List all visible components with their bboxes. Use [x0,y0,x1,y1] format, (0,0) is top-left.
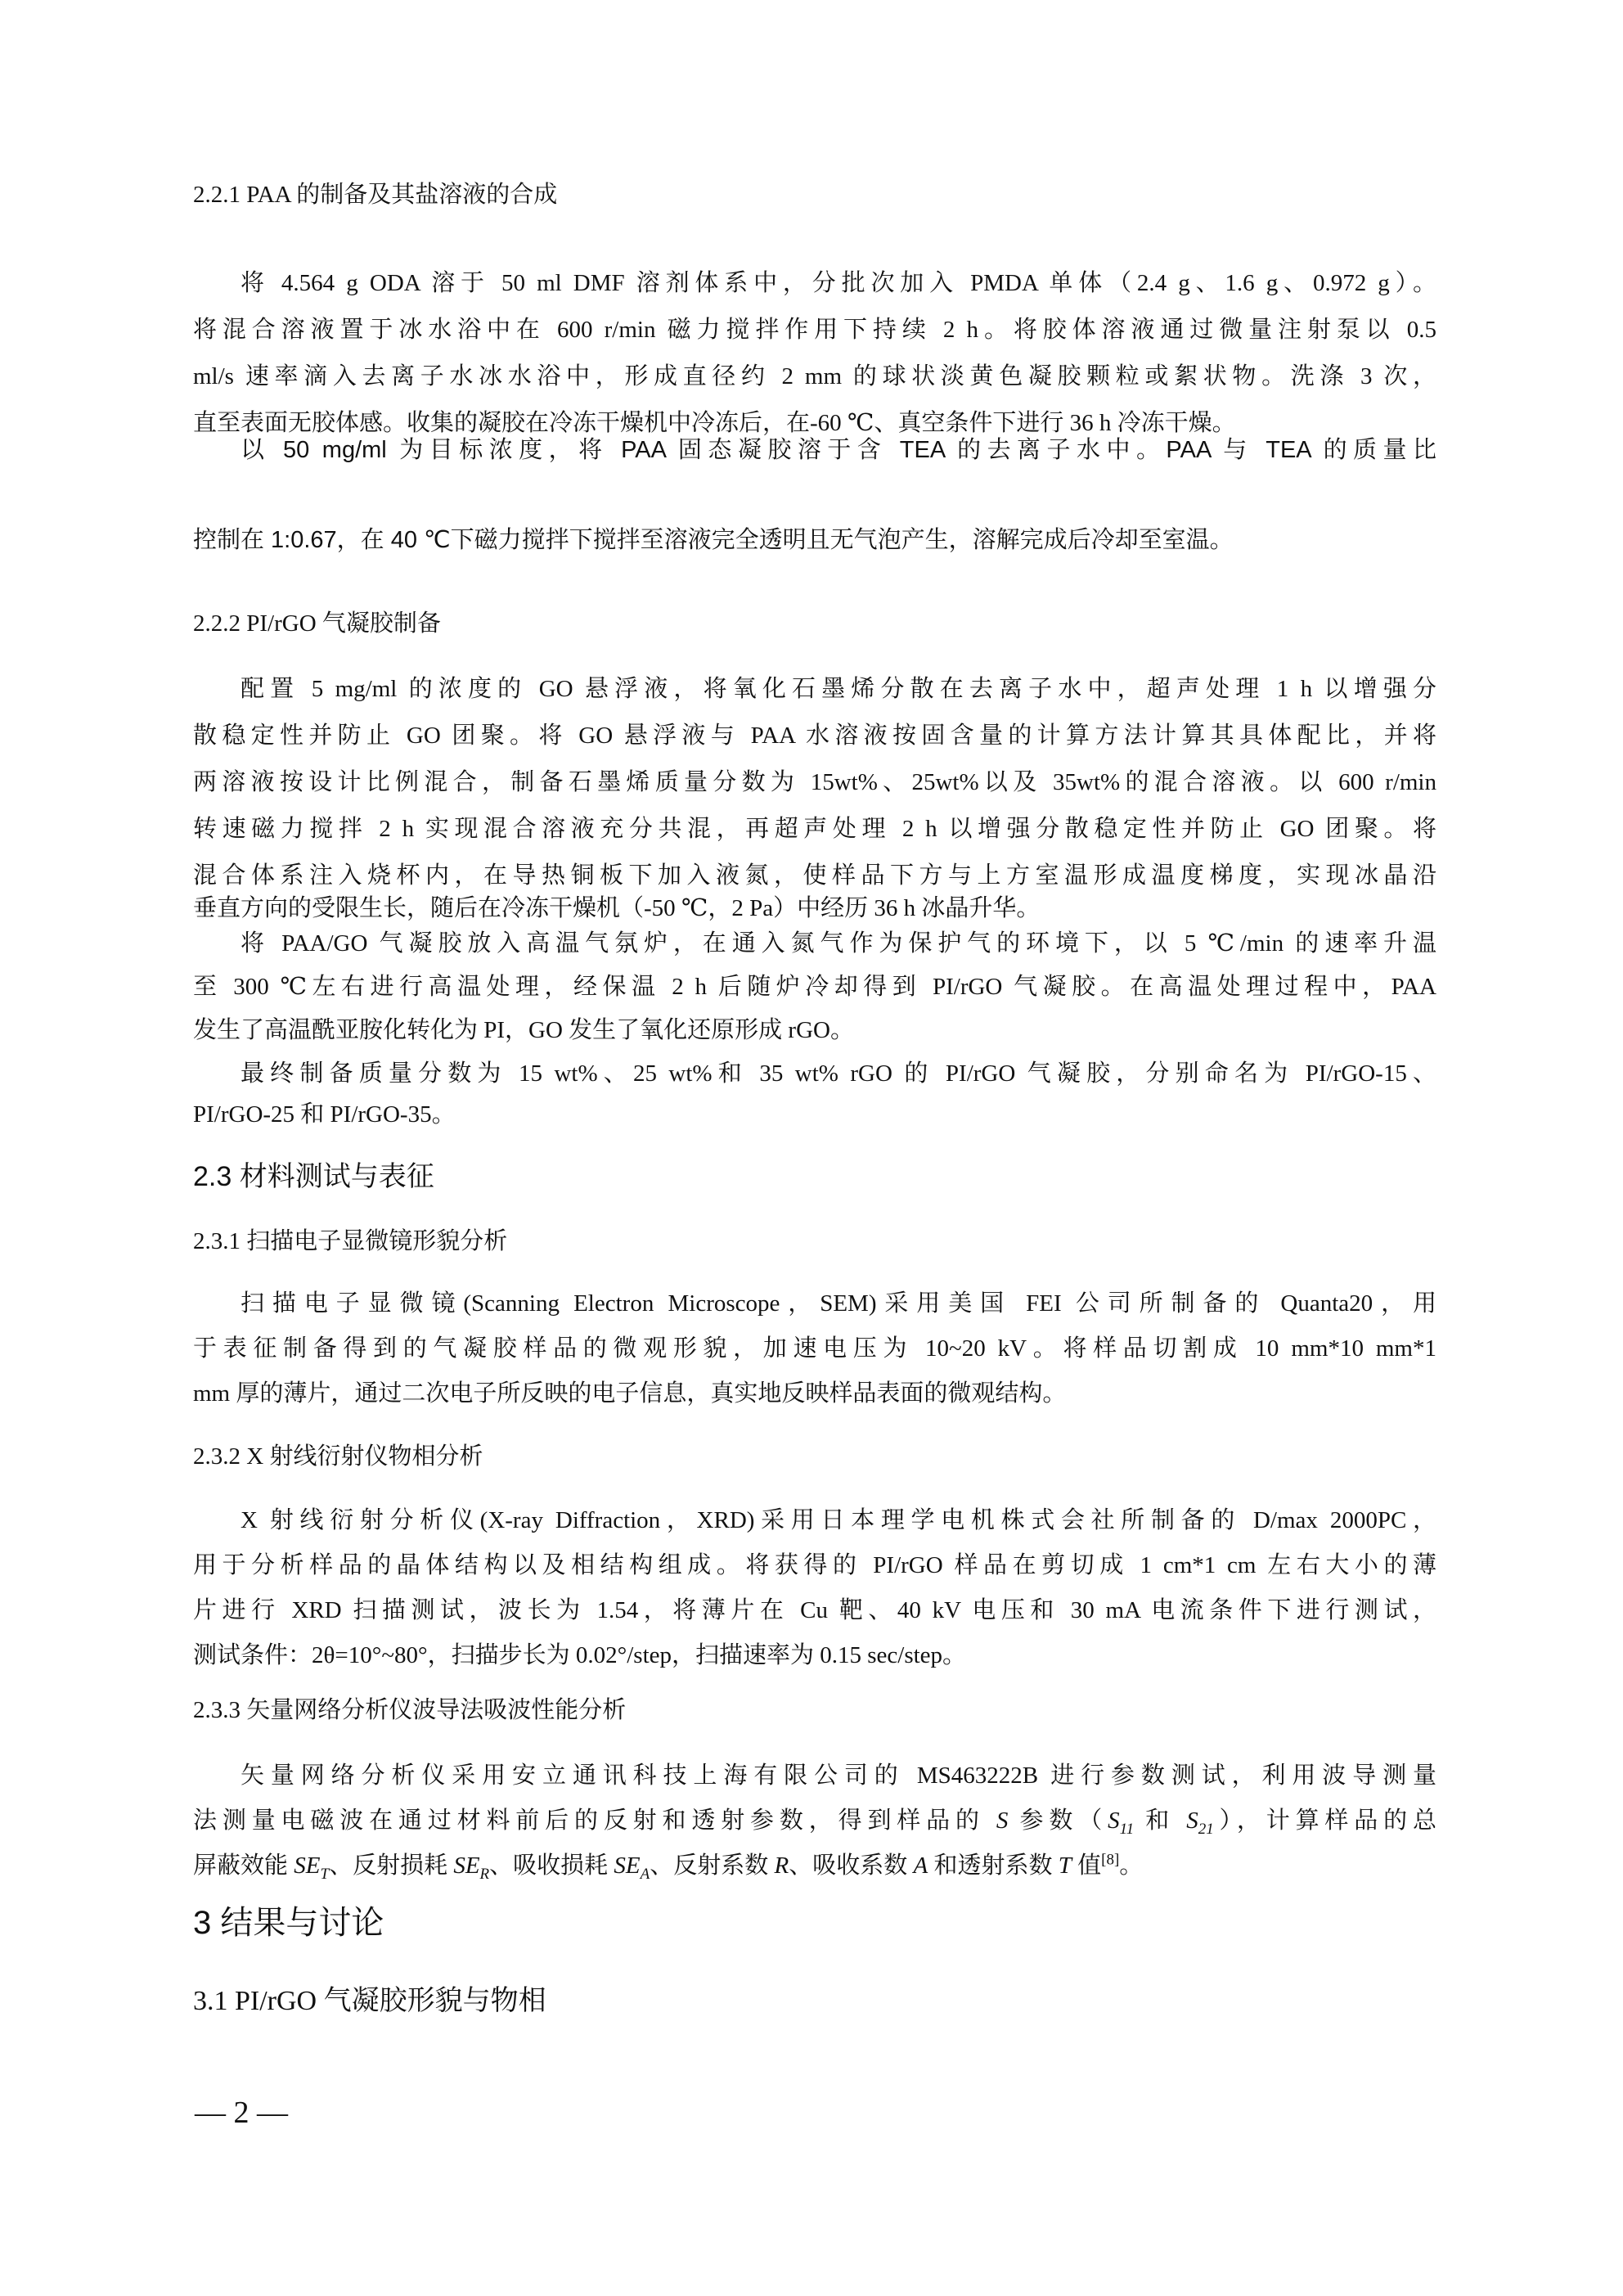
paragraph-line: X 射线衍射分析仪(X-ray Diffraction，XRD)采用日本理学电机株式会社所制备的 D/max 2000PC， [241,1507,1436,1533]
text-run: 。 [1119,1853,1144,1879]
text-run: 参数（ [1008,1808,1108,1834]
symbol-base: S [1108,1808,1120,1834]
paragraph-line: 测试条件：2θ=10°~80°，扫描步长为 0.02°/step，扫描速率为 0.15 sec/step。 [193,1642,967,1668]
subscript: 21 [1198,1820,1214,1838]
text-run: 、反射损耗 [329,1853,454,1879]
heading-3-1: 3.1 PI/rGO 气凝胶形貌与物相 [193,1986,546,2016]
paragraph-line: 发生了高温酰亚胺化转化为 PI，GO 发生了氧化还原形成 rGO。 [193,1017,854,1043]
subscript: A [640,1865,650,1883]
text-run: 值 [1071,1853,1102,1879]
paragraph-line-shielding-terms [193,1849,1436,1882]
heading-2-3-1: 2.3.1 扫描电子显微镜形貌分析 [193,1228,508,1254]
symbol-t: T [1058,1853,1072,1879]
subscript: T [320,1865,330,1883]
paragraph-line: mm 厚的薄片，通过二次电子所反映的电子信息，真实地反映样品表面的微观结构。 [193,1380,1067,1407]
paragraph-line: 至 300 ℃左右进行高温处理，经保温 2 h 后随炉冷却得到 PI/rGO 气凝胶。在高温处理过程中，PAA [193,974,1436,1000]
paragraph-line: PI/rGO-25 和 PI/rGO-35。 [193,1101,456,1128]
heading-2-2-1: 2.2.1 PAA 的制备及其盐溶液的合成 [193,182,558,208]
symbol-s21 [1186,1808,1214,1838]
symbol-s11 [1108,1808,1135,1838]
text-run: 和透射系数 [928,1853,1059,1879]
text-run: 、吸收系数 [789,1853,914,1879]
paragraph-line: ml/s 速率滴入去离子水冰水浴中，形成直径约 2 mm 的球状淡黄色凝胶颗粒或絮状物。洗涤 3 次， [193,363,1436,389]
subscript: 11 [1119,1820,1135,1838]
paragraph-line: 将混合溶液置于冰水浴中在 600 r/min 磁力搅拌作用下持续 2 h。将胶体溶液通过微量注射泵以 0.5 [193,317,1436,343]
heading-2-2-2: 2.2.2 PI/rGO 气凝胶制备 [193,610,441,637]
paragraph-line: 转速磁力搅拌 2 h 实现混合溶液充分共混，再超声处理 2 h 以增强分散稳定性并防止 GO 团聚。将 [193,816,1436,842]
heading-3: 3 结果与讨论 [193,1905,384,1941]
paragraph-line: 矢量网络分析仪采用安立通讯科技上海有限公司的 MS463222B 进行参数测试，利用波导测量 [241,1763,1436,1789]
heading-2-3: 2.3 材料测试与表征 [193,1161,434,1192]
symbol-a: A [913,1853,928,1879]
paragraph-line: 于表征制备得到的气凝胶样品的微观形貌，加速电压为 10~20 kV。将样品切割成 10 mm*10 mm*1 [193,1335,1436,1362]
text-run: 、反射系数 [650,1853,775,1879]
paragraph-line: 将 4.564 g ODA 溶于 50 ml DMF 溶剂体系中，分批次加入 PMDA 单体（2.4 g、1.6 g、0.972 g）。 [241,270,1436,296]
paragraph-line: 扫描电子显微镜(Scanning Electron Microscope，SEM)采用美国 FEI 公司所制备的 Quanta20，用 [241,1290,1436,1317]
paragraph-line: 散稳定性并防止 GO 团聚。将 GO 悬浮液与 PAA 水溶液按固含量的计算方法计算其具体配比，并将 [193,723,1436,749]
symbol-se-r [453,1853,490,1883]
symbol-s: S [996,1808,1009,1834]
citation-reference[interactable]: [8] [1101,1851,1120,1869]
page-number: — 2 — [195,2096,288,2130]
paragraph-line: 直至表面无胶体感。收集的凝胶在冷冻干燥机中冷冻后，在-60 ℃、真空条件下进行 36 h 冷冻干燥。 [193,410,1236,436]
paragraph-line: 两溶液按设计比例混合，制备石墨烯质量分数为 15wt%、25wt%以及 35wt%的混合溶液。以 600 r/min [193,769,1436,795]
symbol-r: R [774,1853,789,1879]
paragraph-line: 用于分析样品的晶体结构以及相结构组成。将获得的 PI/rGO 样品在剪切成 1 cm*1 cm 左右大小的薄 [193,1552,1436,1578]
symbol-se-t [294,1853,330,1883]
paragraph-line: 最终制备质量分数为 15 wt%、25 wt%和 35 wt% rGO 的 PI/rGO 气凝胶，分别命名为 PI/rGO-15、 [241,1060,1436,1087]
symbol-base: SE [614,1853,641,1879]
subscript: R [479,1865,490,1883]
symbol-base: SE [453,1853,480,1879]
paragraph-line: 垂直方向的受限生长，随后在冷冻干燥机（-50 ℃，2 Pa）中经历 36 h 冰晶升华。 [193,895,1041,921]
symbol-base: S [1186,1808,1198,1834]
symbol-base: SE [294,1853,321,1879]
text-run: 、吸收损耗 [489,1853,614,1879]
paragraph-line: 片进行 XRD 扫描测试，波长为 1.54，将薄片在 Cu 靶、40 kV 电压和 30 mA 电流条件下进行测试， [193,1597,1436,1623]
paragraph-line: 以 50 mg/ml 为目标浓度，将 PAA 固态凝胶溶于含 TEA 的去离子水中。PAA 与 TEA 的质量比 [241,437,1436,463]
paragraph-line-s-parameters [193,1804,1436,1837]
paragraph-line: 配置 5 mg/ml 的浓度的 GO 悬浮液，将氧化石墨烯分散在去离子水中，超声处理 1 h 以增强分 [241,676,1436,702]
symbol-se-a [614,1853,650,1883]
paragraph-line: 控制在 1:0.67，在 40 ℃下磁力搅拌下搅拌至溶液完全透明且无气泡产生，溶解完成后冷却至室温。 [193,527,1234,553]
text-run: 法测量电磁波在通过材料前后的反射和透射参数，得到样品的 [193,1808,996,1834]
text-run: 和 [1134,1808,1187,1834]
paragraph-line: 混合体系注入烧杯内，在导热铜板下加入液氮，使样品下方与上方室温形成温度梯度，实现冰晶沿 [193,862,1436,889]
text-run: 屏蔽效能 [193,1853,294,1879]
text-run: ），计算样品的总 [1213,1808,1436,1834]
paragraph-line: 将 PAA/GO 气凝胶放入高温气氛炉，在通入氮气作为保护气的环境下，以 5 ℃/min 的速率升温 [241,930,1436,957]
heading-2-3-2: 2.3.2 X 射线衍射仪物相分析 [193,1443,483,1470]
heading-2-3-3: 2.3.3 矢量网络分析仪波导法吸波性能分析 [193,1697,627,1723]
